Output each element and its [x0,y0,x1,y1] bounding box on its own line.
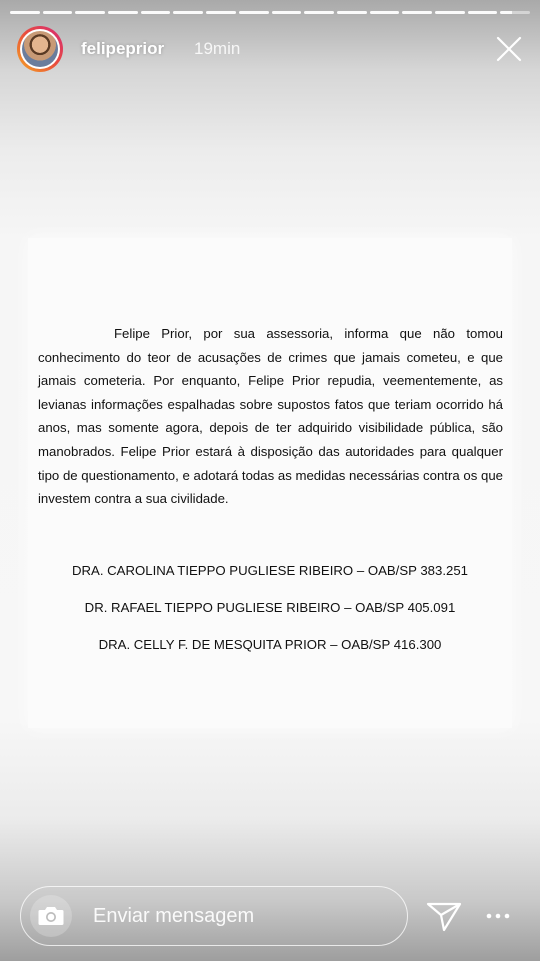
camera-icon [37,904,65,928]
progress-segment [239,11,269,14]
progress-segment [173,11,203,14]
progress-segment [468,11,498,14]
more-icon [483,903,513,929]
progress-segment [43,11,73,14]
send-icon [425,898,463,934]
document-paragraph [38,322,503,511]
message-placeholder: Enviar mensagem [93,905,255,927]
progress-segment [337,11,367,14]
progress-segment [108,11,138,14]
progress-segment [206,11,236,14]
camera-button[interactable] [30,895,72,937]
progress-segment [402,11,432,14]
message-input[interactable] [20,886,408,946]
signature-line: DRA. CELLY F. DE MESQUITA PRIOR – OAB/SP 416.300 [98,637,442,652]
more-options-button[interactable] [483,903,513,929]
progress-segment [500,11,530,14]
avatar-photo [22,31,58,67]
story-timestamp: 19min [194,39,241,58]
signature-line: DR. RAFAEL TIEPPO PUGLIESE RIBEIRO – OAB/SP 405.091 [84,600,456,615]
progress-segment [141,11,171,14]
document-signatures [28,560,512,671]
progress-segment [435,11,465,14]
username[interactable]: felipeprior [81,39,165,58]
avatar[interactable] [17,26,63,72]
signature-line: DRA. CAROLINA TIEPPO PUGLIESE RIBEIRO – OAB/SP 383.251 [71,563,469,578]
progress-segment [10,11,40,14]
progress-segment [75,11,105,14]
story-header [17,26,526,72]
story-progress-bar [10,11,530,14]
close-icon [494,34,524,64]
close-button[interactable] [494,34,524,64]
progress-segment [370,11,400,14]
avatar-border [20,29,60,69]
send-button[interactable] [425,898,463,934]
progress-segment [304,11,334,14]
progress-segment [272,11,302,14]
document-paragraph-text: Felipe Prior, por sua assessoria, informa que não tomou conhecimento do teor de acusações de crimes que jamais cometeu, e que jamais cometeria. Por enquanto, Felipe Prior repudia, veementemente, as levianas informações espalhadas sobre supostos fatos que teriam ocorrido há anos, mas somente agora, depois de ter adquirido visibilidade pública, são manobrados. Felipe Prior estará à disposição das autoridades para qualquer tipo de questionamento, e adotará todas as medidas necessárias contra os que investem contra a sua civilidade. [38,326,503,507]
